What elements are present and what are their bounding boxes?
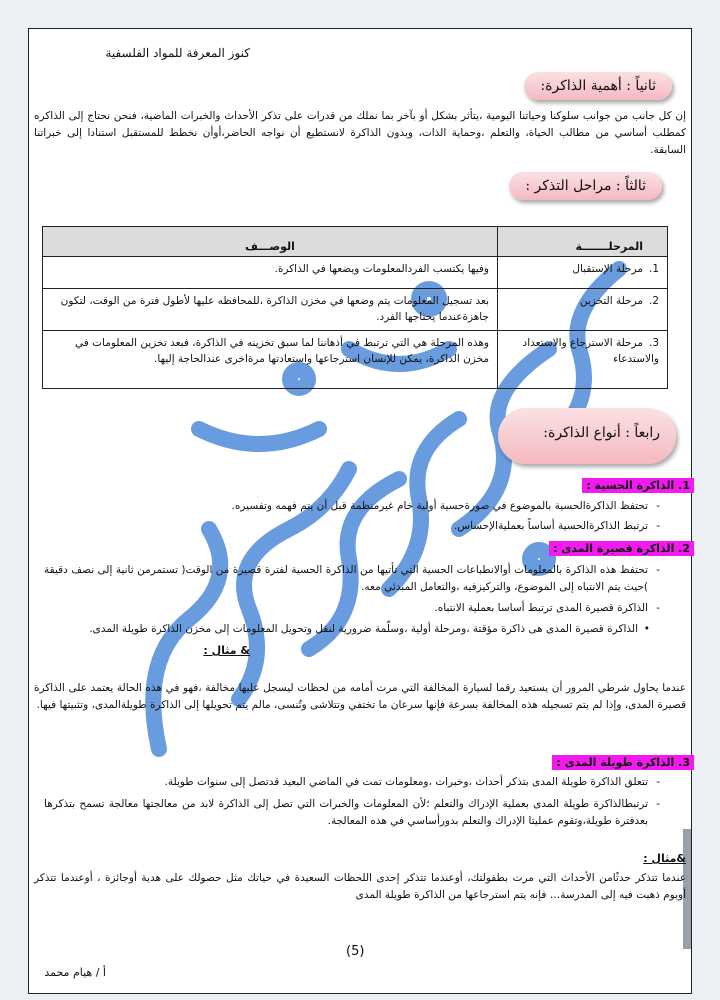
sensory-memory-label: 1. الذاكرة الحسية :	[582, 478, 694, 493]
list-item: - تتعلق الذاكرة طويلة المدى بتذكر أحداث ،وخبرات ،ومعلومات تمت في الماضي البعيد قدتصل إلى سنوات طويلة.	[68, 774, 648, 791]
table-header-stage: المرحلـــــــة	[498, 227, 668, 257]
description-cell: وفيها يكتسب الفردالمعلومات ويضعها في الذاكرة.	[43, 257, 498, 289]
table-row	[43, 331, 668, 389]
list-item: - ترتبطالذاكرة طويلة المدى بعملية الإدراك والتعلم ؛لأن المعلومات والخبرات التي تصل إلى الذاكرة لابد من معالجتها معالجة تسمح بتذكرها بعدفترة طويلة،وتقوم عمليتا الإدراك والتعلم بدورأساسي في هذه المعالجة.	[44, 796, 648, 830]
page-number: (5)	[346, 944, 365, 959]
table-row	[43, 257, 668, 289]
long-term-memory-label: 3. الذاكرة طويلة المدى :	[552, 755, 694, 770]
list-item: - تحتفظ الذاكرةالحسية بالموضوع في صورةحسية أولية خام غيرمنظمة قبل أن يتم فهمه وتفسيره.	[88, 498, 648, 515]
stages-table	[42, 226, 668, 389]
example-paragraph: عندما تتذكر حدثًامن الأحداث التي مرت بطفولتك، أوعندما تتذكر إحدى اللحظات السعيدة في حياتك مثل حصولك على هدية أوجائزة ، أوعندما تتذكر أوبوم ذهبت فيه إلى المدرسة… فإنه يتم استرجاعها من الذاكرة طويلة المدى	[34, 872, 686, 901]
description-cell: وهذه المرحلة هي التي ترتبط في أذهاننا لما سبق تخزينه في الذاكرة، فبعد تخزين المعلومات في مخزن الذاكرة، يمكن للإنسان استرجاعها واستعادتها مرةاخرى عندالحاجة إليها.	[43, 331, 498, 389]
table-header-row	[43, 227, 668, 257]
table-row	[43, 289, 668, 331]
page-header-title: كنوز المعرفة للمواد الفلسفية	[105, 46, 250, 60]
table-header-description: الوصـــف	[43, 227, 498, 257]
short-term-memory-label: 2. الذاكرة قصيرة المدى :	[549, 541, 694, 556]
list-item: - تحتفظ هذه الذاكرة بالمعلومات أوالانطباعات الحسية التي تأتيها من الذاكرة الحسية لفترة قصيرة من الوقت( تستمرمن ثانية إلى نصف دقيقة )حيث يتم الانتباه إلى الموضوع، والتركيزفيه ،والتعامل المبدئي معه.	[44, 562, 648, 596]
description-cell: بعد تسجيل المعلومات يتم وضعها في مخزن الذاكرة ،للمحافظه عليها لأطول فترة من الوقت، لتكون جاهزةعندما يحتاجها الفرد.	[43, 289, 498, 331]
list-item: - الذاكرة قصيرة المدى ترتبط أساسا بعملية الانتباه.	[88, 600, 648, 617]
section-heading-stages: ثالثاً : مراحل التذكر :	[509, 172, 662, 200]
importance-paragraph: إن كل جانب من جوانب سلوكنا وحياتنا اليومية ،يتأثر بشكل أو بآخر بما نملك من قدرات على تذكر الأحداث والخبرات الماضية، فنحن نحتاج إلى الذاكره كمطلب أساسي من مطالب الحياة، والتعلم ،وحماية الذات، وبدون الذاكرة لانستطيع أن نواجه الحاضر،أوأن نخطط للمستقبل استنادا إلى خبراتنا السابقة.	[34, 110, 686, 156]
section-heading-types: رابعاً : أنواع الذاكرة:	[498, 408, 676, 464]
list-item: - ترتبط الذاكرةالحسية أساساً بعمليةالإحساس.	[88, 518, 648, 535]
stage-cell: 3.مرحلة الاسترجاع والاستعداد والاستدعاء	[498, 331, 668, 389]
section-heading-importance: ثانياً : أهمية الذاكرة:	[524, 72, 672, 100]
stage-cell: 2.مرحلة التخزين	[498, 289, 668, 331]
author-name: أ / هيام محمد	[44, 966, 106, 979]
example-paragraph: عندما يحاول شرطي المرور أن يستعيد رقما لسيارة المخالفة التي مرت أمامه من لحظات ليسجل عليها مخالفة ،فهو في هذه الحالة يعتمد على الذاكرة قصيرة المدى، وإذا لم يتم تسجيله هذه المخالفة بسرعة فإنها سرعان ما تختفي وتتلاشى وتُنسى، مالم يتم تحويلها إلى الذاكرة طويلةالمدى، وتثبيتها فيها.	[34, 682, 686, 711]
example-label: & مثال :	[203, 644, 250, 657]
list-item: • الذاكرة قصيرة المدى هى ذاكرة مؤقتة ،ومرحلة أولية ،وسلّمة ضرورية لنقل وتحويل المعلومات إلى مخزن الذاكرة طويلة المدى.	[44, 621, 638, 638]
stage-cell: 1.مرحلة الإستقبال	[498, 257, 668, 289]
example-label: &مثال :	[643, 852, 686, 865]
